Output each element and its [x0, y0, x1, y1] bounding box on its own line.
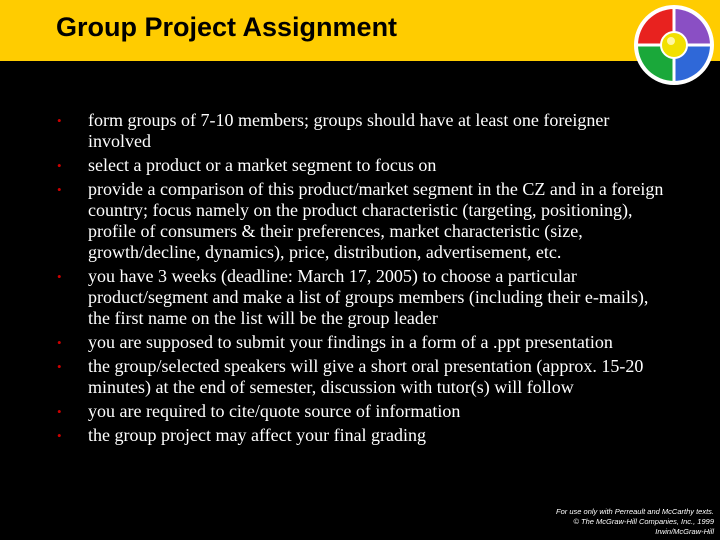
- bullet-text: provide a comparison of this product/market segment in the CZ and in a foreign country; focus namely on the product characteristic (targeting, positioning), profile of consumers & their preferences, market characteristic (size, growth/decline, dynamics), price, distribution, advertisement, etc.: [88, 179, 664, 262]
- bullet-text: you are required to cite/quote source of information: [88, 401, 461, 421]
- bullet-item: [52, 425, 672, 446]
- bullet-text: the group project may affect your final grading: [88, 425, 427, 445]
- bullet-dot-icon: •: [57, 428, 62, 443]
- bullet-text: select a product or a market segment to focus on: [88, 155, 437, 175]
- bullet-list: [52, 110, 672, 449]
- slide-title: Group Project Assignment: [56, 12, 398, 42]
- bullet-item: [52, 179, 672, 263]
- bullet-text: the group/selected speakers will give a short oral presentation (approx. 15-20 minutes) at the end of semester, discussion with tutor(s) will follow: [88, 356, 644, 397]
- bullet-dot-icon: •: [57, 113, 62, 128]
- bullet-item: [52, 356, 672, 398]
- bullet-dot-icon: •: [57, 158, 62, 173]
- title-bar: [0, 0, 720, 61]
- copyright-footer: [556, 507, 714, 537]
- bullet-dot-icon: •: [57, 335, 62, 350]
- bullet-text: you are supposed to submit your findings in a form of a .ppt presentation: [88, 332, 613, 352]
- bullet-item: [52, 266, 672, 329]
- bullet-text: you have 3 weeks (deadline: March 17, 2005) to choose a particular product/segment and make a list of groups members (including their e-mails), the first name on the list will be the group leader: [88, 266, 649, 328]
- bullet-dot-icon: •: [57, 404, 62, 419]
- bullet-item: [52, 332, 672, 353]
- bullet-dot-icon: •: [57, 182, 62, 197]
- four-color-wheel-icon: [633, 4, 715, 86]
- bullet-item: [52, 401, 672, 422]
- footer-line: Irwin/McGraw-Hill: [655, 527, 714, 536]
- bullet-item: [52, 155, 672, 176]
- footer-line: For use only with Perreault and McCarthy texts.: [556, 507, 714, 516]
- bullet-dot-icon: •: [57, 269, 62, 284]
- bullet-dot-icon: •: [57, 359, 62, 374]
- bullet-text: form groups of 7-10 members; groups should have at least one foreigner involved: [88, 110, 610, 151]
- bullet-item: [52, 110, 672, 152]
- footer-line: © The McGraw-Hill Companies, Inc., 1999: [573, 517, 714, 526]
